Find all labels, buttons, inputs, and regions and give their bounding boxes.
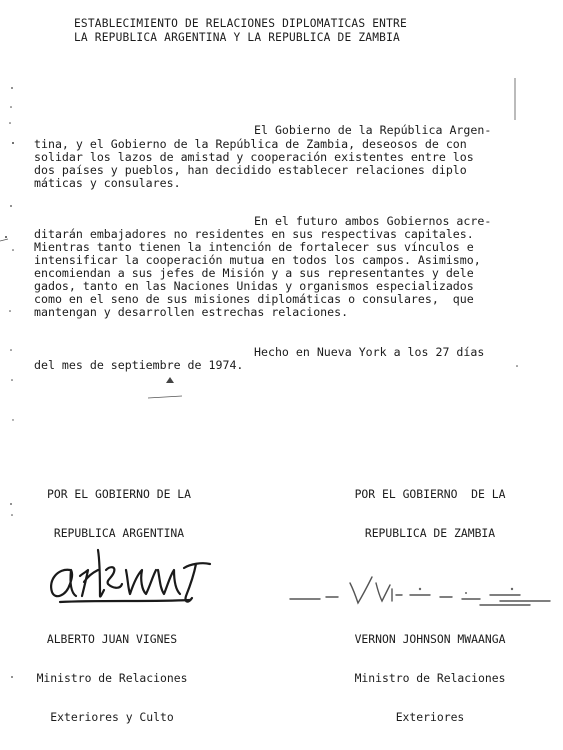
right-signatory-role-line-2: Exteriores <box>395 710 465 724</box>
left-signatory-name: ALBERTO JUAN VIGNES <box>46 632 178 646</box>
paragraph1-line-5: máticas y consulares. <box>34 176 181 190</box>
closing-line-2: del mes de septiembre de 1974. <box>34 358 244 372</box>
right-signatory-name: VERNON JOHNSON MWAANGA <box>354 632 506 646</box>
paragraph2-line-5: encomiendan a sus jefes de Misión y a sus representantes y dele <box>34 266 474 280</box>
paragraph2-line-8: mantengan y desarrollen estrechas relaciones. <box>34 305 349 319</box>
paragraph1-line-2: tina, y el Gobierno de la República de Zambia, deseosos de con <box>34 137 467 151</box>
paragraph2-line-7: como en el seno de sus misiones diplomáticas o consulares, que <box>34 292 474 306</box>
paragraph1-line-3: solidar los lazos de amistad y cooperación existentes entre los <box>34 150 474 164</box>
paragraph2-line-6: gados, tanto en las Naciones Unidas y organismos especializados <box>34 279 474 293</box>
left-party-heading-line-2: REPUBLICA ARGENTINA <box>53 526 185 540</box>
left-signatory-role-line-2: Exteriores y Culto <box>50 710 174 724</box>
paragraph2-line-3: Mientras tanto tienen la intención de fortalecer sus vínculos e <box>34 240 474 254</box>
paragraph1-line-4: dos países y pueblos, han decidido establecer relaciones diplo <box>34 163 467 177</box>
title-line-2: LA REPUBLICA ARGENTINA Y LA REPUBLICA DE ZAMBIA <box>74 31 400 44</box>
closing-line-1: Hecho en Nueva York a los 27 días <box>254 345 485 359</box>
paragraph2-line-1: En el futuro ambos Gobiernos acre- <box>254 214 492 228</box>
right-party-heading-line-2: REPUBLICA DE ZAMBIA <box>364 526 496 540</box>
right-party-heading-line-1: POR EL GOBIERNO DE LA <box>354 487 506 501</box>
paragraph1-line-1: El Gobierno de la República Argen- <box>254 123 492 137</box>
title-line-1: ESTABLECIMIENTO DE RELACIONES DIPLOMATICAS ENTRE <box>74 17 407 30</box>
right-signatory-role-line-1: Ministro de Relaciones <box>354 671 506 685</box>
paragraph2-line-4: intensificar la cooperación mutua en todos los campos. Asimismo, <box>34 253 481 267</box>
paragraph2-line-2: ditarán embajadores no residentes en sus respectivas capitales. <box>34 227 474 241</box>
left-signatory-role-line-1: Ministro de Relaciones <box>36 671 188 685</box>
left-party-heading-line-1: POR EL GOBIERNO DE LA <box>46 487 191 501</box>
